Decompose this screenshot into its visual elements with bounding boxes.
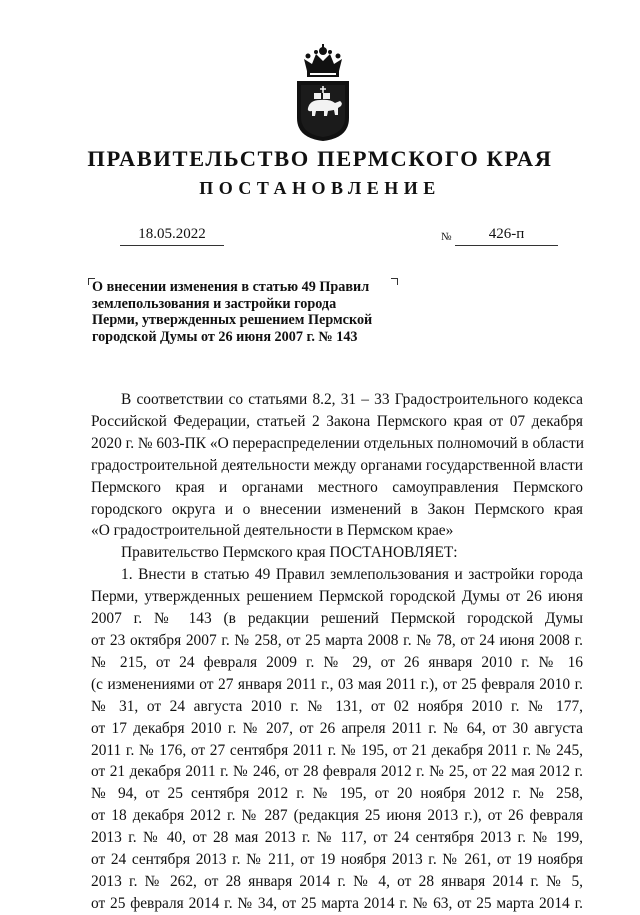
- body-line: от 25 февраля 2014 г. № 34, от 25 марта 2014 г. № 63, от 25 марта 2014 г.: [91, 894, 583, 912]
- shield-icon: [297, 81, 349, 141]
- subject-line: землепользования и застройки города: [92, 295, 337, 312]
- body-line: 2011 г. № 176, от 27 сентября 2011 г. № 195, от 21 декабря 2011 г. № 245,: [91, 741, 583, 759]
- body-line: от 17 декабря 2010 г. № 207, от 26 апреля 2011 г. № 64, от 30 августа: [91, 719, 583, 737]
- body-line: № 215, от 24 февраля 2009 г. № 29, от 26 января 2010 г. № 16: [91, 653, 583, 671]
- body-line: «О градостроительной деятельности в Пермском крае»: [91, 522, 454, 540]
- body-line: от 24 сентября 2013 г. № 211, от 19 ноября 2013 г. № 261, от 19 ноября: [91, 851, 583, 869]
- body-line: № 94, от 25 сентября 2012 г. № 195, от 20 ноября 2012 г. № 258,: [91, 785, 583, 803]
- document-body: [91, 389, 583, 915]
- body-line: 2013 г. № 262, от 28 января 2014 г. № 4, от 28 января 2014 г. № 5,: [91, 872, 583, 890]
- body-line: 2013 г. № 40, от 28 мая 2013 г. № 117, от 24 сентября 2013 г. № 199,: [91, 829, 583, 847]
- body-line: от 18 декабря 2012 г. № 287 (редакция 25 июня 2013 г.), от 26 февраля: [91, 807, 583, 825]
- body-line: В соответствии со статьями 8.2, 31 – 33 Градостроительного кодекса: [121, 391, 583, 408]
- body-line: 2020 г. № 603-ПК «О перераспределении отдельных полномочий в области: [91, 434, 584, 452]
- body-line: от 21 декабря 2011 г. № 246, от 28 февраля 2012 г. № 25, от 22 мая 2012 г.: [91, 763, 583, 781]
- body-line: от 23 октября 2007 г. № 258, от 25 марта 2008 г. № 78, от 24 июня 2008 г.: [91, 631, 583, 649]
- document-type: ПОСТАНОВЛЕНИЕ: [199, 178, 441, 198]
- document-subject: [92, 279, 412, 345]
- government-title: ПРАВИТЕЛЬСТВО ПЕРМСКОГО КРАЯ: [87, 146, 553, 171]
- body-line: градостроительной деятельности между органами государственной власти: [91, 456, 583, 474]
- body-line: Российской Федерации, статьей 2 Закона Пермского края от 07 декабря: [91, 412, 583, 430]
- subject-line: Перми, утвержденных решением Пермской: [92, 312, 373, 329]
- body-line: городского округа и о внесении изменений в Закон Пермского края: [91, 500, 583, 518]
- body-line: (с изменениями от 27 января 2011 г., 03 мая 2011 г.), от 25 февраля 2010 г.: [91, 675, 583, 693]
- crown-icon: [304, 44, 342, 77]
- number-sign: №: [441, 231, 452, 243]
- document-date: 18.05.2022: [120, 223, 224, 246]
- body-line: № 31, от 24 августа 2010 г. № 131, от 02 ноября 2010 г. № 177,: [91, 697, 583, 715]
- body-line: 2007 г. № 143 (в редакции решений Пермской городской Думы: [91, 610, 583, 628]
- subject-line: О внесении изменения в статью 49 Правил: [92, 279, 370, 295]
- body-line: Правительство Пермского края ПОСТАНОВЛЯЕТ:: [121, 544, 458, 562]
- document-number: 426-п: [455, 223, 558, 246]
- subject-line: городской Думы от 26 июня 2007 г. № 143: [92, 328, 358, 345]
- coat-of-arms-icon: [294, 44, 352, 142]
- body-line: Перми, утвержденных решением Пермской городской Думы от 26 июня: [91, 588, 583, 606]
- body-line: Пермского края и органами местного самоуправления Пермского: [91, 478, 583, 496]
- body-line: 1. Внести в статью 49 Правил землепользования и застройки города: [121, 566, 583, 584]
